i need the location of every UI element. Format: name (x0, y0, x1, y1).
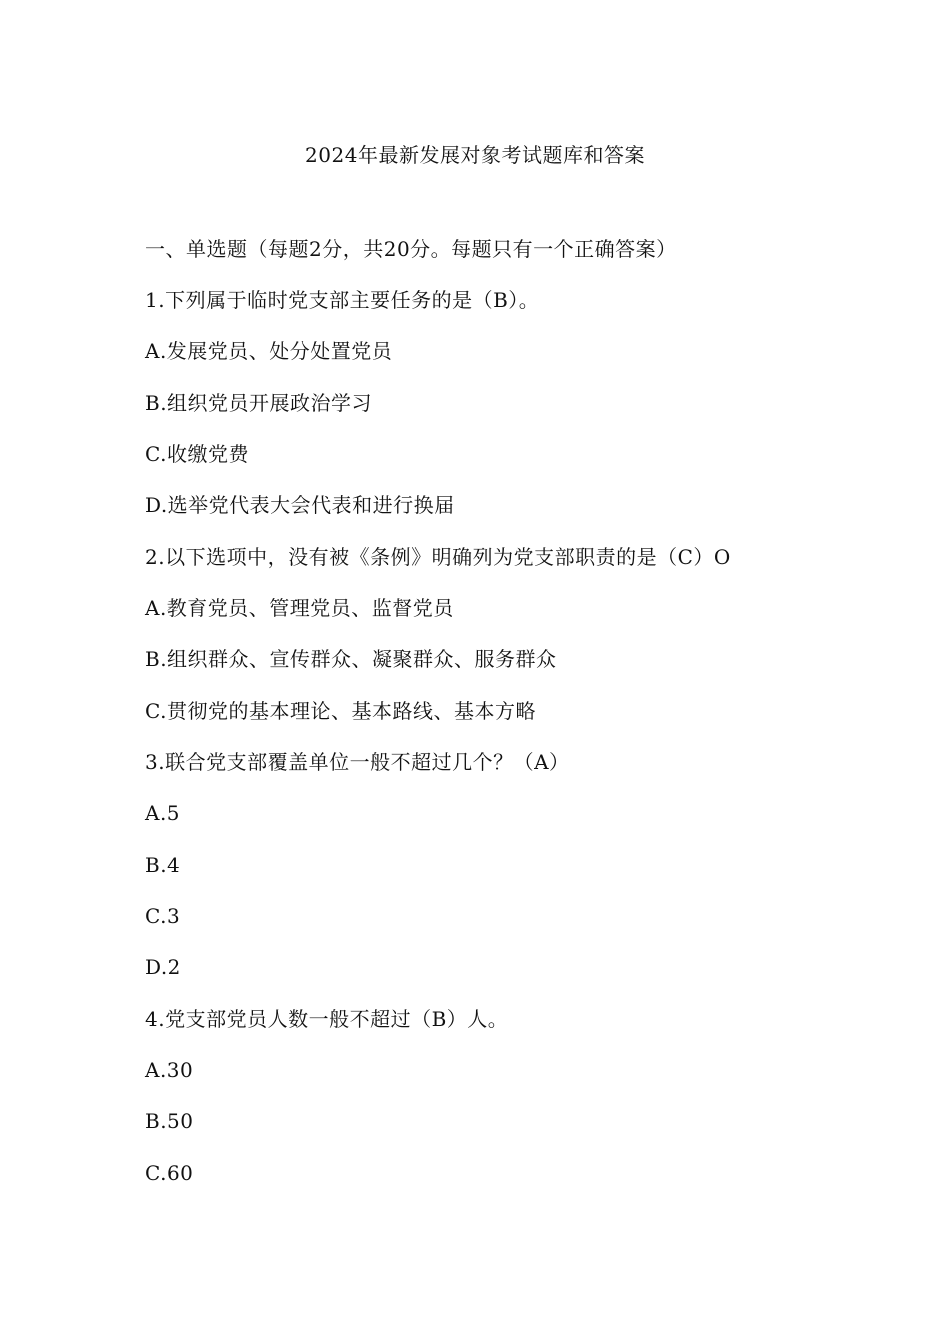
question-1-option-d: D.选举党代表大会代表和进行换届 (145, 493, 455, 517)
question-1-option-a: A.发展党员、处分处置党员 (145, 339, 393, 363)
document-title: 2024年最新发展对象考试题库和答案 (305, 143, 645, 167)
question-3-option-b: B.4 (145, 853, 181, 877)
question-1: 1.下列属于临时党支部主要任务的是（B）。 (145, 288, 540, 312)
question-2-option-b: B.组织群众、宣传群众、凝聚群众、服务群众 (145, 647, 557, 671)
section-heading: 一、单选题（每题2分，共20分。每题只有一个正确答案） (145, 237, 677, 261)
question-4: 4.党支部党员人数一般不超过（B）人。 (145, 1007, 509, 1031)
question-4-option-c: C.60 (145, 1161, 194, 1185)
question-2-option-a: A.教育党员、管理党员、监督党员 (145, 596, 454, 620)
question-3-option-c: C.3 (145, 904, 181, 928)
question-3: 3.联合党支部覆盖单位一般不超过几个？（A） (145, 750, 570, 774)
question-3-option-d: D.2 (145, 955, 181, 979)
question-1-option-b: B.组织党员开展政治学习 (145, 391, 373, 415)
question-4-option-a: A.30 (145, 1058, 194, 1082)
question-2-option-c: C.贯彻党的基本理论、基本路线、基本方略 (145, 699, 536, 723)
question-4-option-b: B.50 (145, 1109, 194, 1133)
question-2: 2.以下选项中，没有被《条例》明确列为党支部职责的是（C）O (145, 545, 731, 569)
question-1-option-c: C.收缴党费 (145, 442, 249, 466)
question-3-option-a: A.5 (145, 801, 181, 825)
